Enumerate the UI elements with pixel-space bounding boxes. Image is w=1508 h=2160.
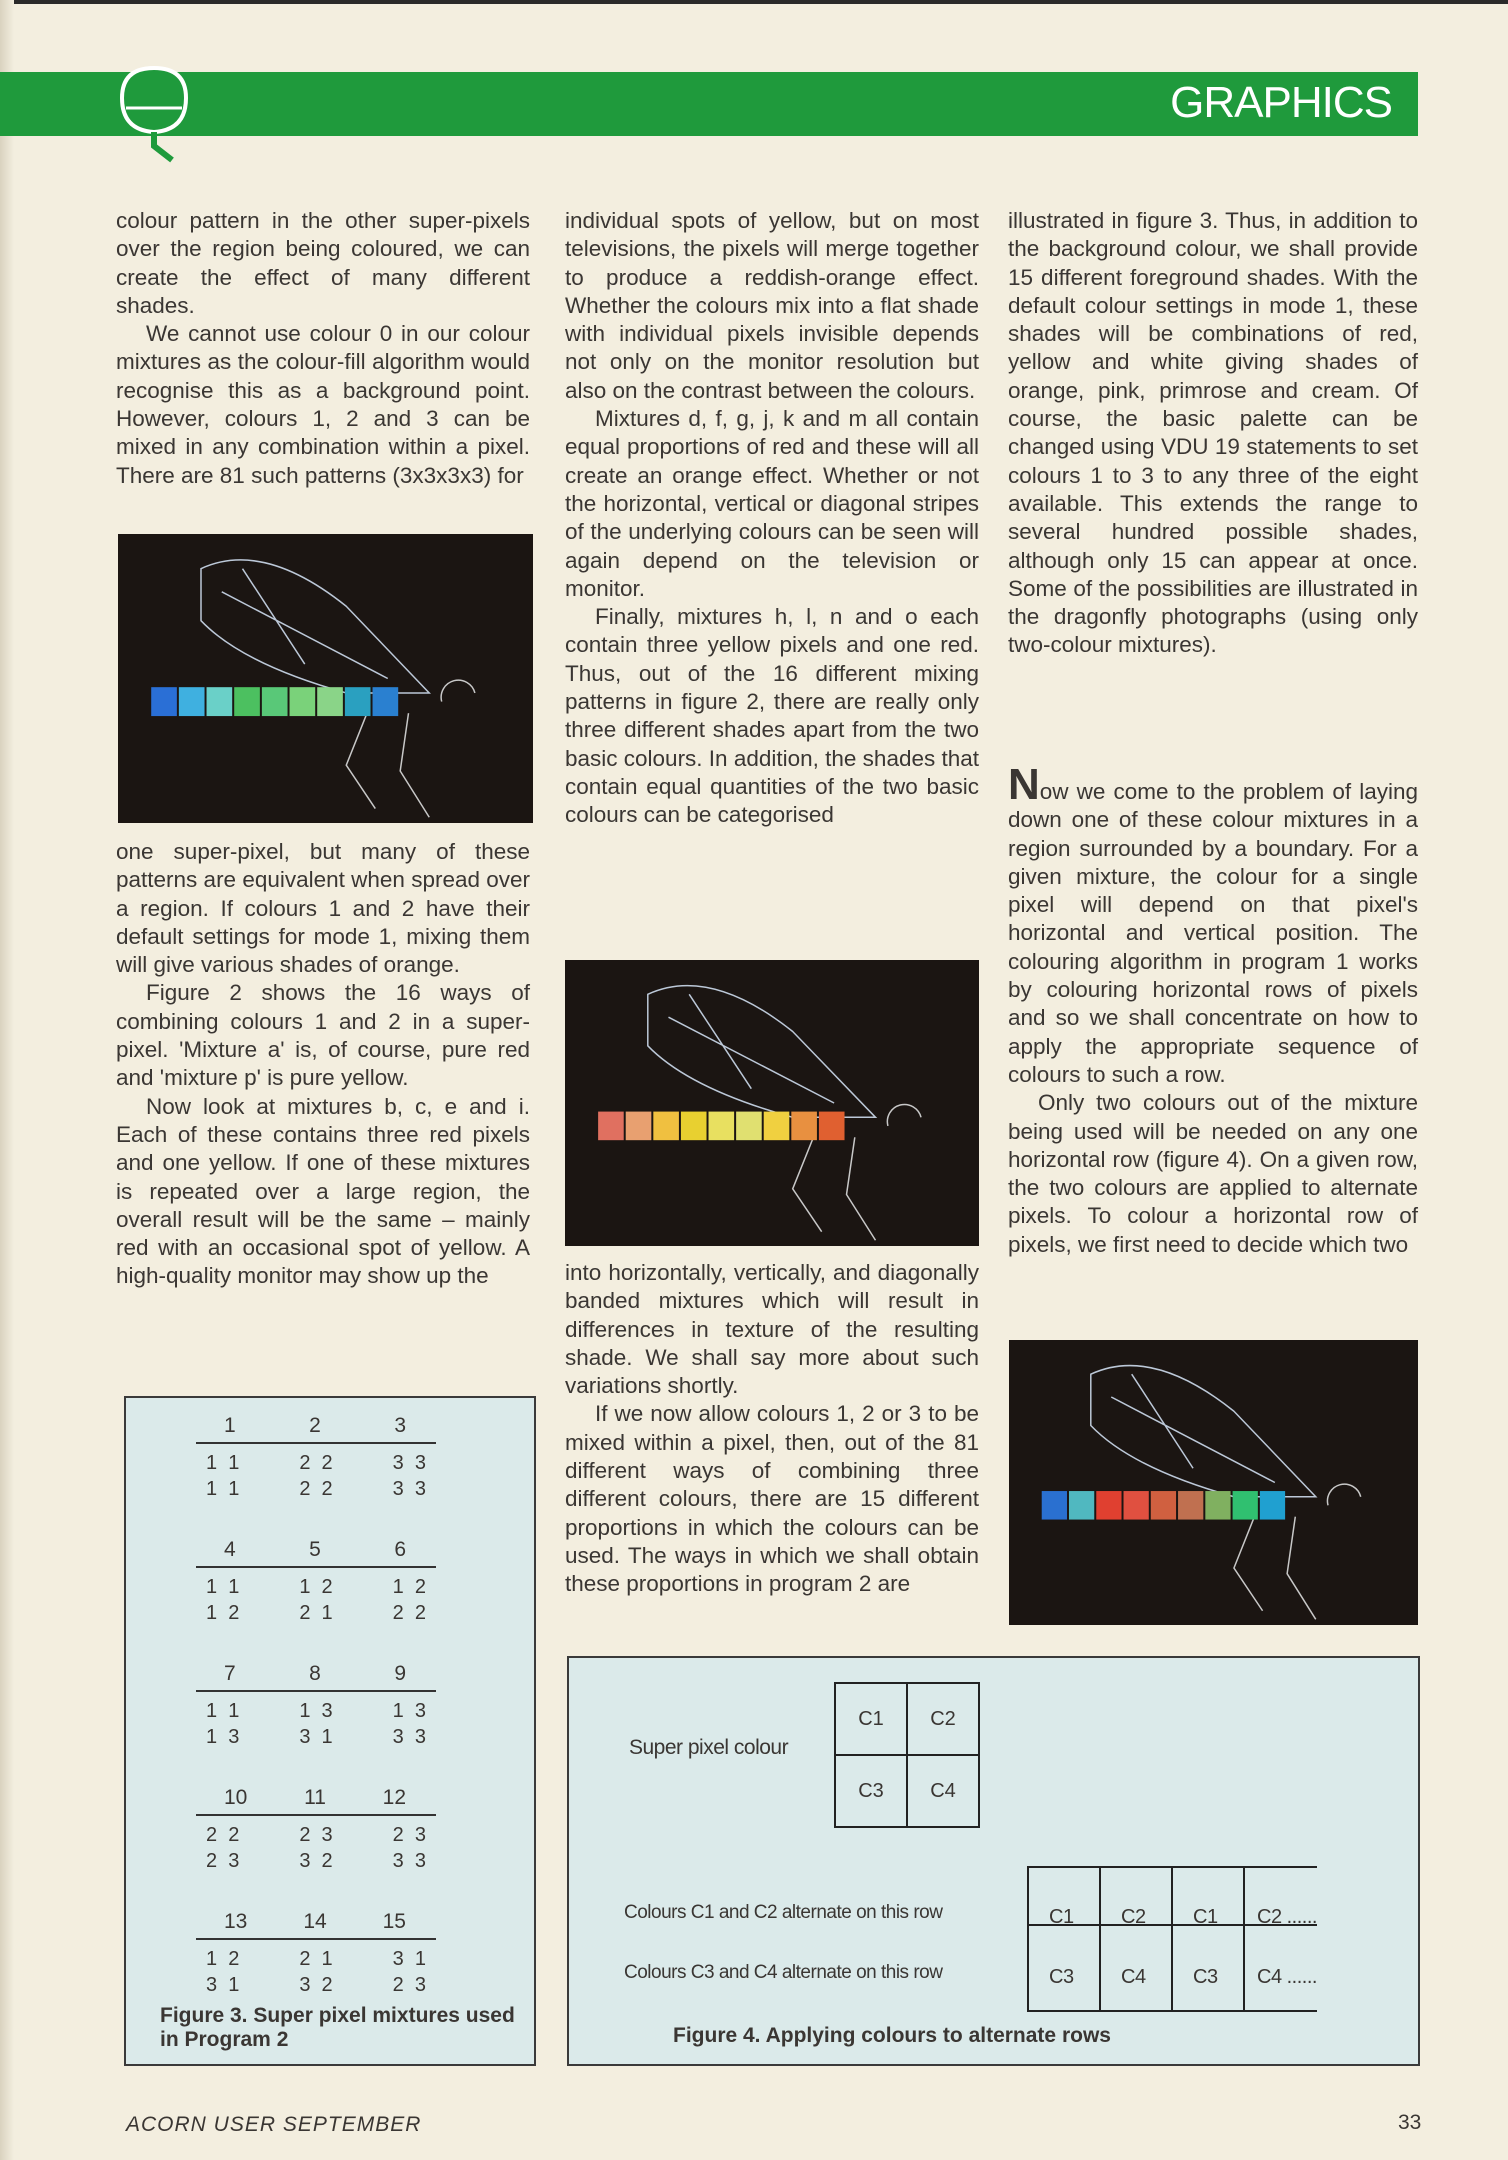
dragonfly-body-segment	[764, 1112, 790, 1141]
mixture-pattern-row: 3 1	[392, 1948, 426, 1970]
mixture-pattern-row: 1 1	[206, 1478, 240, 1500]
row-cell-label: C3	[1049, 1966, 1074, 1988]
dragonfly-photo-orange-yellow	[565, 960, 979, 1246]
mixture-number: 3	[394, 1414, 406, 1437]
magazine-footer: ACORN USER SEPTEMBER	[126, 2113, 422, 2136]
mixture-pattern-row: 1 2	[206, 1948, 240, 1970]
paragraph-text: We cannot use colour 0 in our colour mixtures as the colour-fill algorithm would recognise this as a background point. However, colours 1, 2 and 3 can be mixed in any combination within a pixel. There are 81 such patterns (3x3x3x3) for	[116, 321, 530, 488]
paragraph-text: into horizontally, vertically, and diagonally banded mixtures which will result in differences in texture of the resulting shade. We shall say more about such variations shortly.	[565, 1260, 979, 1399]
super-cell-c1: C1	[834, 1682, 908, 1756]
figure-4-box	[567, 1656, 1420, 2066]
super-cell-c3: C3	[834, 1754, 908, 1828]
mixture-group	[196, 1538, 436, 1626]
mixture-pattern-row: 3 2	[299, 1974, 333, 1996]
paragraph-text: illustrated in figure 3. Thus, in addition to the background colour, we shall provide 15 different foreground shades. With the default colour settings in mode 1, these shades will be combinations of red, yellow and white giving shades of orange, pink, primrose and cream. Of course, the basic palette can be changed using VDU 19 statements to set colours 1 to 3 to any three of the eight available. This extends the range to several hundred possible shades, although only 15 can appear at once. Some of the possibilities are illustrated in the dragonfly photographs (using only two-colour mixtures).	[1008, 208, 1418, 658]
super-pixel-label: Super pixel colour	[629, 1736, 789, 1759]
dragonfly-body-segment	[1233, 1491, 1258, 1520]
dragonfly-body-segment	[653, 1112, 679, 1141]
figure-3-caption: Figure 3. Super pixel mixtures used in Program 2	[160, 2004, 515, 2051]
mixture-number: 15	[382, 1910, 406, 1933]
row1-label: Colours C1 and C2 alternate on this row	[624, 1902, 943, 1923]
mixture-pattern-row: 2 1	[299, 1948, 333, 1970]
dragonfly-body-segment	[1205, 1491, 1230, 1520]
paragraph	[1008, 760, 1418, 1089]
paragraph	[116, 320, 530, 490]
dragonfly-wing	[1091, 1366, 1316, 1497]
mixture-pattern-row: 2 2	[392, 1602, 426, 1624]
dragonfly-body-segment	[598, 1112, 624, 1141]
paragraph-text: Only two colours out of the mixture being used will be needed on any one horizontal row (figure 4). On a given row, the two colours are applied to alternate pixels. To colour a horizontal row of pixels, we first need to decide which two	[1008, 1090, 1418, 1257]
mixture-number: 13	[224, 1910, 248, 1933]
column-1-bottom-text	[116, 838, 530, 1291]
paragraph	[116, 979, 530, 1092]
dragonfly-body-segment	[1124, 1491, 1149, 1520]
mixture-number: 9	[394, 1662, 406, 1685]
row-cell-label: C3	[1193, 1966, 1218, 1988]
mixture-group	[196, 1662, 436, 1750]
row-cell-label: C2	[1121, 1906, 1146, 1928]
page-gutter-shadow	[0, 0, 14, 2160]
paragraph	[565, 405, 979, 603]
dragonfly-body-segment	[681, 1112, 707, 1141]
row-cell-label: C2 ......	[1257, 1906, 1317, 1928]
dragonfly-photo-blue-green	[118, 534, 533, 823]
paragraph	[565, 1259, 979, 1400]
mixture-pattern-row: 1 2	[392, 1576, 426, 1598]
paragraph	[565, 207, 979, 405]
paragraph-text: Now look at mixtures b, c, e and i. Each of these contains three red pixels and one yellow. If one of these mixtures is repeated over a large region, the overall result will be the same – mainly red with an occasional spot of yellow. A high-quality monitor may show up the	[116, 1093, 530, 1289]
paragraph-text: If we now allow colours 1, 2 or 3 to be mixed within a pixel, then, out of the 81 different ways of combining three different colours, there are 15 different proportions in which the colours can be used. The ways in which we shall obtain these proportions in program 2 are	[565, 1401, 979, 1597]
mixture-pattern-row: 2 3	[392, 1824, 426, 1846]
mixture-pattern-row: 3 3	[392, 1478, 426, 1500]
mixture-pattern-row: 1 3	[299, 1700, 333, 1722]
dragonfly-body-segment	[1260, 1491, 1285, 1520]
row-cell-label: C1	[1049, 1906, 1074, 1928]
mixture-pattern-row: 1 1	[206, 1452, 240, 1474]
dragonfly-body-segment	[626, 1112, 652, 1141]
mixture-group	[196, 1786, 436, 1874]
paragraph	[116, 1093, 530, 1291]
mixture-number: 11	[304, 1786, 326, 1809]
paragraph	[116, 838, 530, 979]
row-cell-label: C4 ......	[1257, 1966, 1317, 1988]
paragraph	[565, 603, 979, 829]
mixture-number: 7	[224, 1662, 236, 1685]
mixture-pattern-row: 2 2	[206, 1824, 240, 1846]
mixture-pattern-row: 3 3	[392, 1726, 426, 1748]
paragraph-text: Figure 2 shows the 16 ways of combining colours 1 and 2 in a super-pixel. 'Mixture a' is, of course, pure red and 'mixture p' is pure yellow.	[116, 980, 530, 1091]
mixture-pattern-row: 1 1	[206, 1700, 240, 1722]
column-3-bottom-text	[1008, 760, 1418, 1259]
column-2-bottom-text	[565, 1259, 979, 1599]
dragonfly-body-segment	[179, 687, 205, 716]
paragraph-text: colour pattern in the other super-pixels over the region being coloured, we can create the effect of many different shades.	[116, 208, 530, 318]
column-1-top-text	[116, 207, 530, 490]
mixture-number: 2	[309, 1414, 321, 1437]
dragonfly-body-segment	[234, 687, 260, 716]
page-top-edge	[0, 0, 1508, 4]
dragonfly-body-segment	[290, 687, 316, 716]
super-cell-c4: C4	[906, 1754, 980, 1828]
dragonfly-body-segment	[345, 687, 371, 716]
paragraph-text: ow we come to the problem of laying down one of these colour mixtures in a region surrounded by a boundary. For a given mixture, the colour for a single pixel will depend on that pixel's horizontal and vertical position. The colouring algorithm in program 1 works by colouring horizontal rows of pixels and so we shall concentrate on how to apply the appropriate sequence of colours to such a row.	[1008, 779, 1418, 1087]
mixture-number: 12	[382, 1786, 406, 1809]
mixture-pattern-row: 3 3	[392, 1452, 426, 1474]
section-title: GRAPHICS	[1170, 78, 1392, 127]
mixture-pattern-row: 1 1	[206, 1576, 240, 1598]
page-number: 33	[1398, 2111, 1422, 2134]
dragonfly-wing	[648, 986, 876, 1118]
mixture-number: 14	[303, 1910, 327, 1933]
dragonfly-body-segment	[317, 687, 343, 716]
column-3-top-text	[1008, 207, 1418, 660]
mixture-number: 10	[224, 1786, 248, 1809]
mixture-pattern-row: 1 3	[392, 1700, 426, 1722]
paragraph-text: Mixtures d, f, g, j, k and m all contain equal proportions of red and these will all create an orange effect. Whether or not the horizontal, vertical or diagonal stripes of the underlying colours can be seen will again depend on the television or monitor.	[565, 406, 979, 601]
mixture-number: 5	[309, 1538, 321, 1561]
mixture-pattern-row: 3 1	[206, 1974, 240, 1996]
paragraph	[116, 207, 530, 320]
dragonfly-wing	[201, 560, 429, 693]
section-banner	[0, 72, 1418, 136]
mixture-pattern-row: 2 3	[392, 1974, 426, 1996]
dragonfly-body-segment	[373, 687, 399, 716]
mixture-group	[196, 1414, 436, 1502]
figure-4-caption: Figure 4. Applying colours to alternate rows	[673, 2024, 1111, 2047]
paragraph	[1008, 207, 1418, 660]
row-cell-label: C1	[1193, 1906, 1218, 1928]
mixture-pattern-row: 2 3	[206, 1850, 240, 1872]
mixture-pattern-row: 3 2	[299, 1850, 333, 1872]
dragonfly-body-segment	[819, 1112, 845, 1141]
mixture-number: 1	[224, 1414, 236, 1437]
mixture-pattern-row: 1 2	[299, 1576, 333, 1598]
paragraph	[565, 1400, 979, 1598]
acorn-logo-icon	[112, 60, 196, 170]
paragraph	[1008, 1089, 1418, 1259]
mixture-number: 6	[394, 1538, 406, 1561]
super-cell-c2: C2	[906, 1682, 980, 1756]
dragonfly-body-segment	[151, 687, 177, 716]
dragonfly-body-segment	[1096, 1491, 1121, 1520]
dragonfly-body-segment	[1178, 1491, 1203, 1520]
mixture-pattern-row: 1 2	[206, 1602, 240, 1624]
paragraph-text: one super-pixel, but many of these patterns are equivalent when spread over a region. If colours 1 and 2 have their default settings for mode 1, mixing them will give various shades of orange.	[116, 839, 531, 978]
mixture-pattern-row: 2 2	[299, 1452, 333, 1474]
mixture-number: 4	[224, 1538, 236, 1561]
drop-cap: N	[1008, 760, 1040, 809]
dragonfly-body-segment	[791, 1112, 817, 1141]
dragonfly-photo-red-mixed	[1009, 1340, 1418, 1625]
row-cell-label: C4	[1121, 1966, 1146, 1988]
dragonfly-body-segment	[1042, 1491, 1067, 1520]
paragraph-text: individual spots of yellow, but on most televisions, the pixels will merge together to produce a reddish-orange effect. Whether the colours mix into a flat shade with individual pixels invisible depends not only on the monitor resolution but also on the contrast between the colours.	[565, 208, 979, 403]
mixture-pattern-row: 3 3	[392, 1850, 426, 1872]
mixture-number: 8	[309, 1662, 321, 1685]
mixture-pattern-row: 2 3	[299, 1824, 333, 1846]
figure-3-box	[124, 1396, 536, 2066]
dragonfly-body-segment	[709, 1112, 735, 1141]
column-2-top-text	[565, 207, 979, 830]
mixture-pattern-row: 1 3	[206, 1726, 240, 1748]
mixture-group	[196, 1910, 436, 1998]
dragonfly-body-segment	[1069, 1491, 1094, 1520]
dragonfly-body-segment	[262, 687, 288, 716]
dragonfly-body-segment	[1151, 1491, 1176, 1520]
dragonfly-body-segment	[207, 687, 233, 716]
mixture-pattern-row: 3 1	[299, 1726, 333, 1748]
dragonfly-body-segment	[736, 1112, 762, 1141]
paragraph-text: Finally, mixtures h, l, n and o each contain three yellow pixels and one red. Thus, out of the 16 different mixing patterns in figure 2, there are really only three different shades apart from the two basic colours. In addition, the shades that contain equal quantities of the two basic colours can be categorised	[565, 604, 980, 828]
row2-label: Colours C3 and C4 alternate on this row	[624, 1962, 943, 1983]
mixture-pattern-row: 2 2	[299, 1478, 333, 1500]
mixture-pattern-row: 2 1	[299, 1602, 333, 1624]
